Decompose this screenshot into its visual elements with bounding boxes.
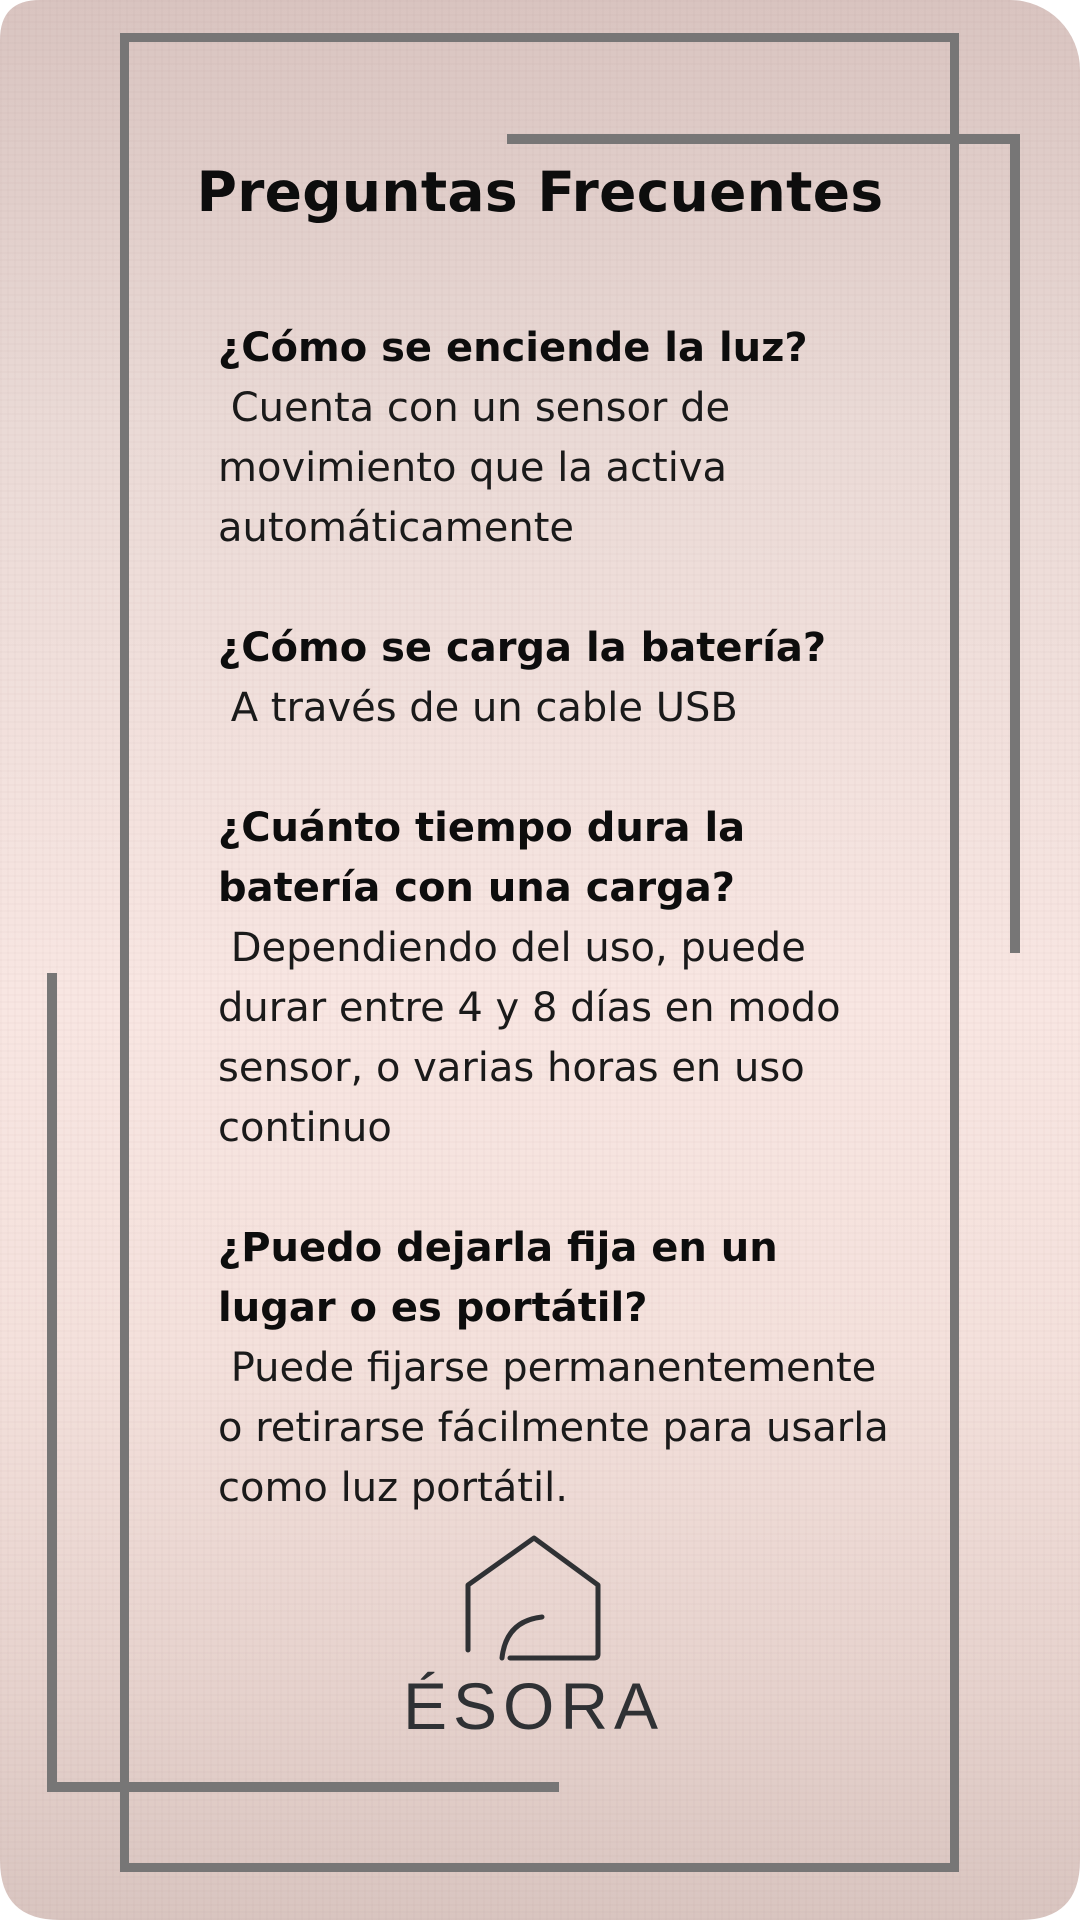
frame-top-line	[120, 33, 959, 42]
faq-answer: Cuenta con un sensor de movimiento que la activa automáticamente	[218, 385, 743, 551]
faq-question: ¿Cómo se enciende la luz?	[218, 325, 808, 371]
faq-item	[218, 798, 898, 1158]
corner-mask	[0, 0, 40, 40]
accent-bottom-line	[47, 1782, 559, 1792]
page-title: Preguntas Frecuentes	[196, 160, 884, 224]
corner-mask	[1020, 1860, 1080, 1920]
faq-item	[218, 1218, 902, 1518]
faq-answer: Puede fijarse permanentemente o retirarse fácilmente para usarla como luz portátil.	[218, 1345, 902, 1511]
corner-mask	[0, 1860, 60, 1920]
frame-bottom-line	[120, 1863, 959, 1872]
faq-question: ¿Cuánto tiempo dura la batería con una carga?	[218, 805, 746, 911]
frame-right-line	[950, 33, 959, 1872]
faq-question: ¿Cómo se carga la batería?	[218, 625, 827, 671]
faq-answer: Dependiendo del uso, puede durar entre 4 y 8 días en modo sensor, o varias horas en uso continuo	[218, 925, 854, 1151]
frame-left-line	[120, 33, 129, 1872]
faq-item	[218, 618, 898, 738]
accent-top-line	[507, 134, 1020, 144]
faq-item	[218, 318, 898, 558]
brand-name: ÉSORA	[402, 1669, 665, 1743]
accent-right-line	[1010, 134, 1020, 953]
faq-answer: A través de un cable USB	[218, 685, 738, 731]
faq-question: ¿Puedo dejarla fija en un lugar o es portátil?	[218, 1225, 778, 1331]
